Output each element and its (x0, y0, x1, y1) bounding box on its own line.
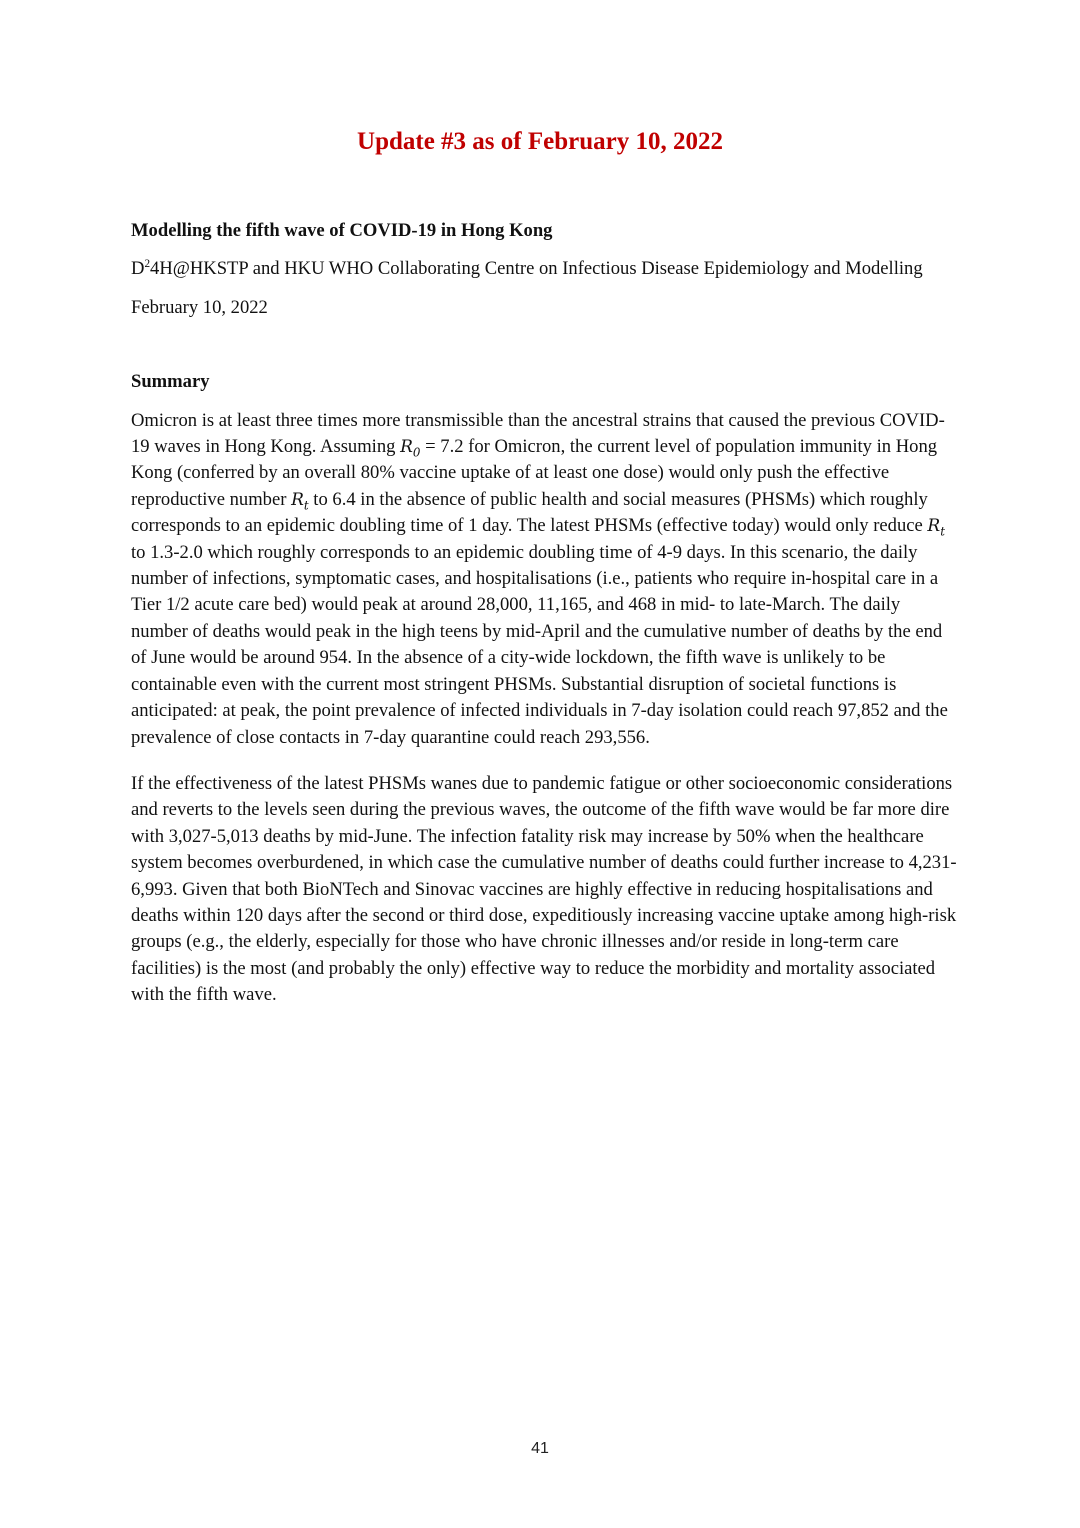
summary-paragraph-2: If the effectiveness of the latest PHSMs wanes due to pandemic fatigue or other socioeconomic considerations and reverts to the levels seen during the previous waves, the outcome of the fifth wave would be far more dire with 3,027-5,013 deaths by mid-June. The infection fatality risk may increase by 50% when the healthcare system becomes overburdened, in which case the cumulative number of deaths could further increase to 4,231-6,993. Given that both BioNTech and Sinovac vaccines are highly effective in reducing hospitalisations and deaths within 120 days after the second or third dose, expeditiously increasing vaccine uptake among high-risk groups (e.g., the elderly, especially for those who have chronic illnesses and/or reside in long-term care facilities) is the most (and probably the only) effective way to reduce the morbidity and mortality associated with the fifth wave. (131, 772, 957, 1006)
summary-paragraph-1 (131, 408, 961, 751)
r0-symbol: $R_0$ (400, 437, 421, 460)
authors-line (131, 256, 961, 282)
authors-text: 4H@HKSTP and HKU WHO Collaborating Centre on Infectious Disease Epidemiology and Modelling (150, 258, 923, 280)
authors-prefix: D (131, 258, 145, 280)
para1-text-4: to 1.3-2.0 which roughly corresponds to an epidemic doubling time of 4-9 days. In this scenario, the daily number of infections, symptomatic cases, and hospitalisations (i.e., patients who require in-hospital care in a Tier 1/2 acute care bed) would peak at around 28,000, 11,165, and 468 in mid- to late-March. The daily number of deaths would peak in the high teens by mid-April and the cumulative number of deaths by the end of June would be around 954. In the absence of a city-wide lockdown, the fifth wave is unlikely to be containable even with the current most stringent PHSMs. Substantial disruption of societal functions is anticipated: at peak, the point prevalence of infected individuals in 7-day isolation could reach 97,852 and the prevalence of close contacts in 7-day quarantine could reach 293,556. (131, 541, 948, 748)
para1-text-1: Omicron is at least three times more transmissible than the ancestral strains that caused the previous COVID-19 waves in Hong Kong. Assuming (131, 409, 945, 458)
page-title: Update #3 as of February 10, 2022 (357, 128, 723, 155)
authors-superscript: 2 (144, 258, 151, 271)
document-body (131, 218, 961, 1009)
document-heading: Modelling the fifth wave of COVID-19 in Hong Kong (131, 220, 553, 241)
para1-text-3: to 6.4 in the absence of public health and social measures (PHSMs) which roughly corresponds to an epidemic doubling time of 1 day. The latest PHSMs (effective today) would only reduce (131, 488, 928, 537)
document-date: February 10, 2022 (131, 296, 268, 318)
para1-text-2: = 7.2 for Omicron, the current level of population immunity in Hong Kong (conferred by an overall 80% vaccine uptake of at least one dose) would only push the effective reproductive number (131, 436, 938, 510)
page-number: 41 (531, 1440, 549, 1457)
rt-symbol: $R_t$ (927, 516, 946, 539)
rt-symbol: $R_t$ (291, 489, 309, 513)
summary-heading: Summary (131, 371, 210, 393)
